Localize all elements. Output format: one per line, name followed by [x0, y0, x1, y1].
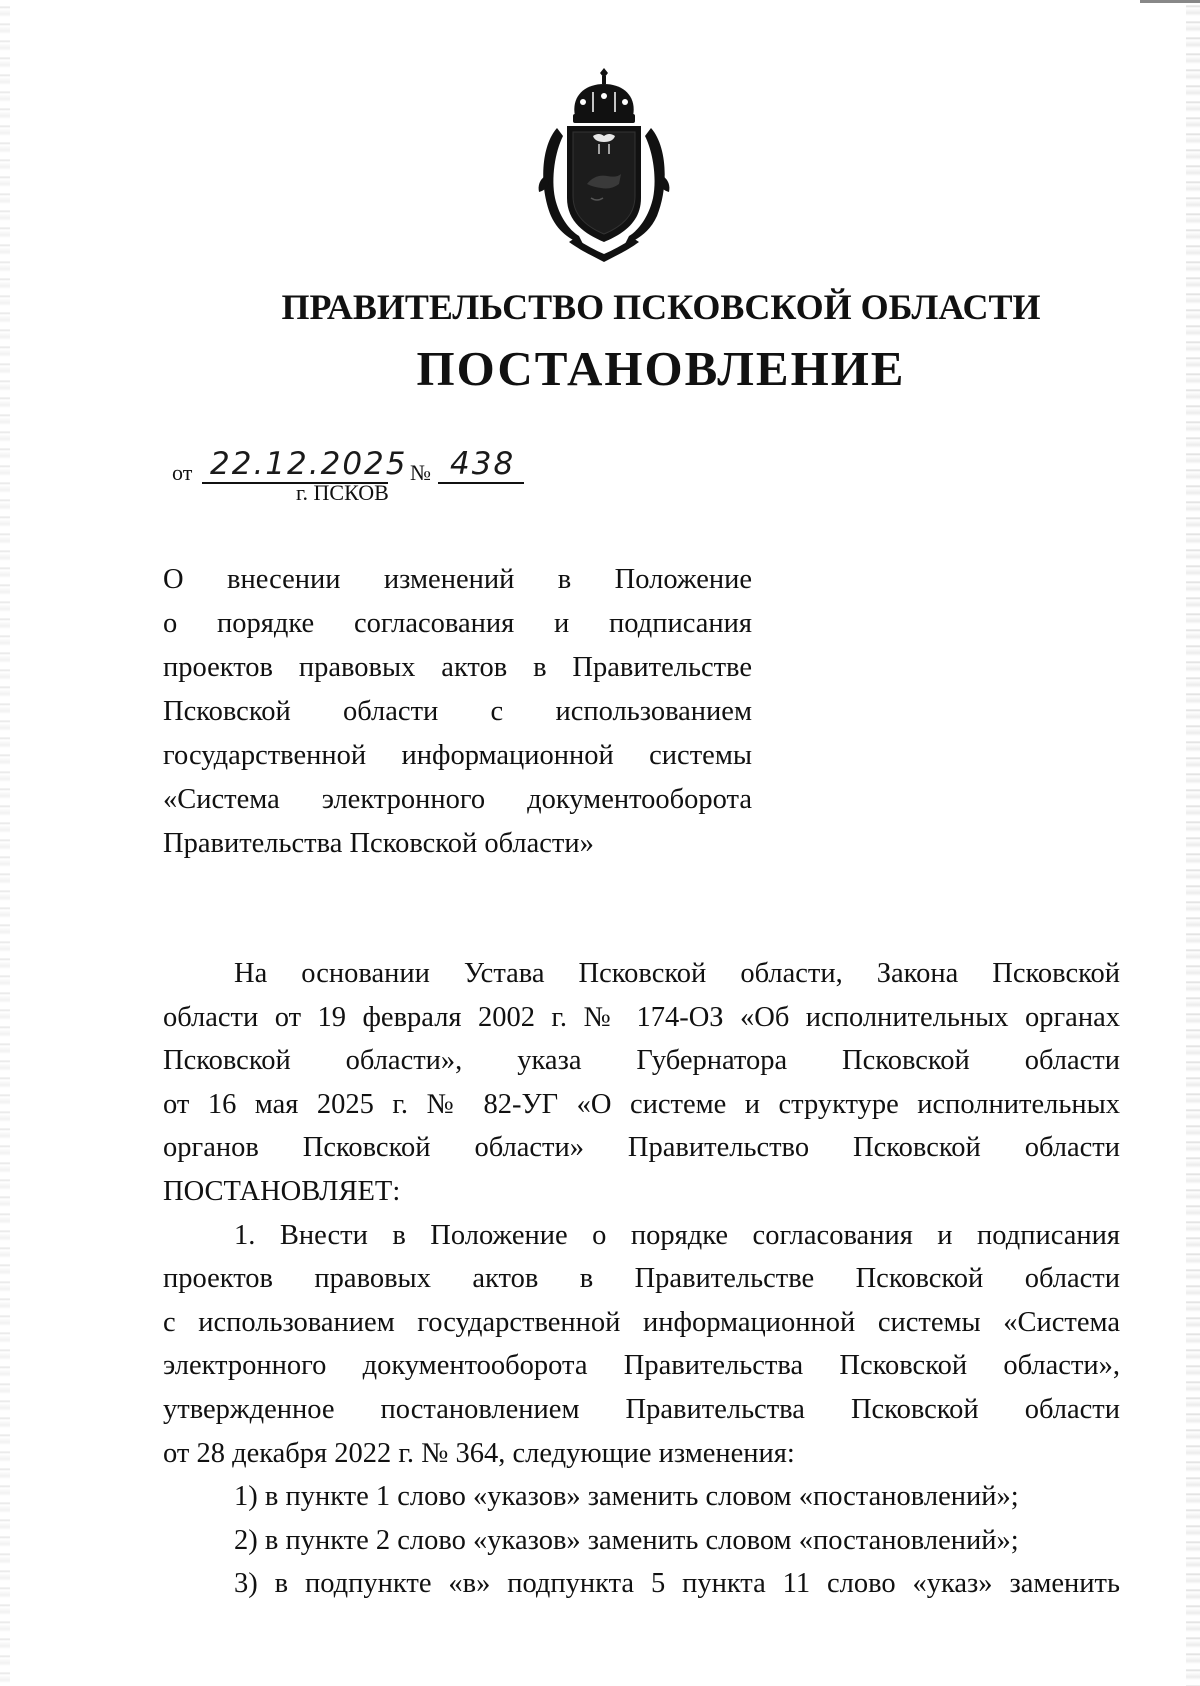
- body-line: с использованием государственной информационной системы «Система: [163, 1306, 1120, 1338]
- document-body: [163, 952, 1120, 1606]
- crown-icon: [573, 68, 635, 123]
- document-subject: [163, 558, 752, 866]
- body-line: проектов правовых актов в Правительстве Псковской области: [163, 1263, 1120, 1295]
- city-label: г. ПСКОВ: [296, 480, 389, 505]
- body-line: 2) в пункте 2 слово «указов» заменить словом «постановлений»;: [234, 1524, 1019, 1556]
- date-prefix: от: [172, 460, 193, 485]
- body-line: 3) в подпункте «в» подпункта 5 пункта 11 слово «указ» заменить: [234, 1568, 1120, 1600]
- subject-line: о порядке согласования и подписания: [163, 608, 752, 639]
- body-line: 1) в пункте 1 слово «указов» заменить словом «постановлений»;: [234, 1481, 1019, 1513]
- subject-line: проектов правовых актов в Правительстве: [163, 652, 752, 683]
- subject-line: О внесении изменений в Положение: [163, 564, 752, 595]
- body-line: Псковской области», указа Губернатора Псковской области: [163, 1045, 1120, 1077]
- scan-edge-mark: [1140, 0, 1200, 3]
- body-line: утвержденное постановлением Правительства Псковской области: [163, 1393, 1120, 1425]
- subject-line: «Система электронного документооборота: [163, 784, 752, 815]
- body-line: На основании Устава Псковской области, Закона Псковской: [234, 958, 1120, 989]
- body-line: области от 19 февраля 2002 г. № 174-ОЗ «Об исполнительных органах: [163, 1001, 1120, 1033]
- scan-edge-left: [0, 0, 10, 1686]
- body-line: от 16 мая 2025 г. № 82-УГ «О системе и структуре исполнительных: [163, 1088, 1120, 1120]
- subject-line: Псковской области с использованием: [163, 696, 752, 727]
- scan-edge-right: [1186, 0, 1200, 1686]
- number-prefix: №: [410, 460, 431, 485]
- body-line: органов Псковской области» Правительство Псковской области: [163, 1132, 1120, 1164]
- number-underline: [438, 482, 524, 484]
- subject-line: государственной информационной системы: [163, 740, 752, 771]
- government-title: ПРАВИТЕЛЬСТВО ПСКОВСКОЙ ОБЛАСТИ: [281, 287, 1041, 327]
- document-type-title: ПОСТАНОВЛЕНИЕ: [416, 341, 906, 396]
- handwritten-date: 22.12.2025: [210, 446, 408, 482]
- body-line: 1. Внести в Положение о порядке согласования и подписания: [234, 1219, 1120, 1251]
- body-line: ПОСТАНОВЛЯЕТ:: [163, 1175, 401, 1207]
- subject-line: Правительства Псковской области»: [163, 828, 594, 859]
- body-line: от 28 декабря 2022 г. № 364, следующие изменения:: [163, 1437, 795, 1469]
- shield-icon: [567, 126, 641, 242]
- coat-of-arms-emblem: [533, 66, 675, 262]
- handwritten-number: 438: [450, 446, 516, 482]
- body-line: электронного документооборота Правительства Псковской области»,: [163, 1350, 1120, 1382]
